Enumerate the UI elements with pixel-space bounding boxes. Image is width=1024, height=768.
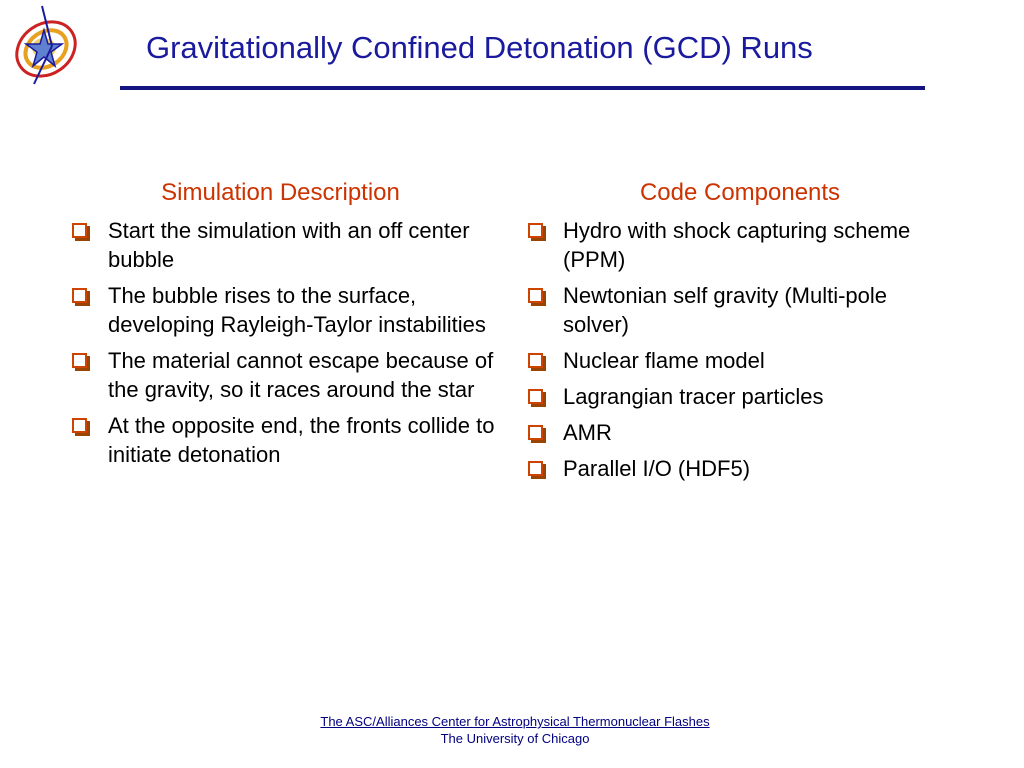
column-heading-simulation: Simulation Description (161, 179, 400, 206)
bullet-text: Hydro with shock capturing scheme (PPM) (563, 218, 911, 272)
list-item (524, 281, 924, 339)
list-item (524, 346, 924, 375)
bullet-text: Start the simulation with an off center bubble (108, 218, 470, 272)
bullet-text: The bubble rises to the surface, developing Rayleigh-Taylor instabilities (108, 283, 486, 337)
bullet-text: Newtonian self gravity (Multi-pole solver) (563, 283, 888, 337)
title-underline (120, 86, 925, 90)
slide-title: Gravitationally Confined Detonation (GCD) Runs (146, 30, 813, 65)
square-bullet-icon (528, 223, 543, 238)
bullet-text: Parallel I/O (HDF5) (563, 456, 751, 481)
square-bullet-icon (528, 425, 543, 440)
square-bullet-icon (528, 389, 543, 404)
slide-footer (0, 713, 1024, 747)
institution-name: The University of Chicago (440, 731, 590, 746)
square-bullet-icon (528, 288, 543, 303)
bullet-text: Nuclear flame model (563, 348, 765, 373)
square-bullet-icon (72, 288, 87, 303)
square-bullet-icon (528, 353, 543, 368)
center-link[interactable]: The ASC/Alliances Center for Astrophysical Thermonuclear Flashes (320, 714, 710, 729)
column-heading-code: Code Components (639, 179, 841, 206)
square-bullet-icon (72, 353, 87, 368)
list-item (524, 454, 924, 483)
bullet-text: AMR (563, 420, 612, 445)
list-item (524, 382, 924, 411)
bullet-text: The material cannot escape because of the gravity, so it races around the star (108, 348, 494, 402)
flash-center-logo-icon (8, 2, 88, 90)
code-components-column (524, 178, 924, 490)
list-item (68, 411, 498, 469)
code-bullet-list (524, 216, 924, 483)
square-bullet-icon (72, 418, 87, 433)
list-item (68, 346, 498, 404)
bullet-text: At the opposite end, the fronts collide to initiate detonation (108, 413, 495, 467)
square-bullet-icon (528, 461, 543, 476)
list-item (524, 418, 924, 447)
bullet-text: Lagrangian tracer particles (563, 384, 824, 409)
simulation-bullet-list (68, 216, 498, 469)
list-item (68, 281, 498, 339)
list-item (68, 216, 498, 274)
list-item (524, 216, 924, 274)
simulation-description-column (68, 178, 498, 476)
square-bullet-icon (72, 223, 87, 238)
